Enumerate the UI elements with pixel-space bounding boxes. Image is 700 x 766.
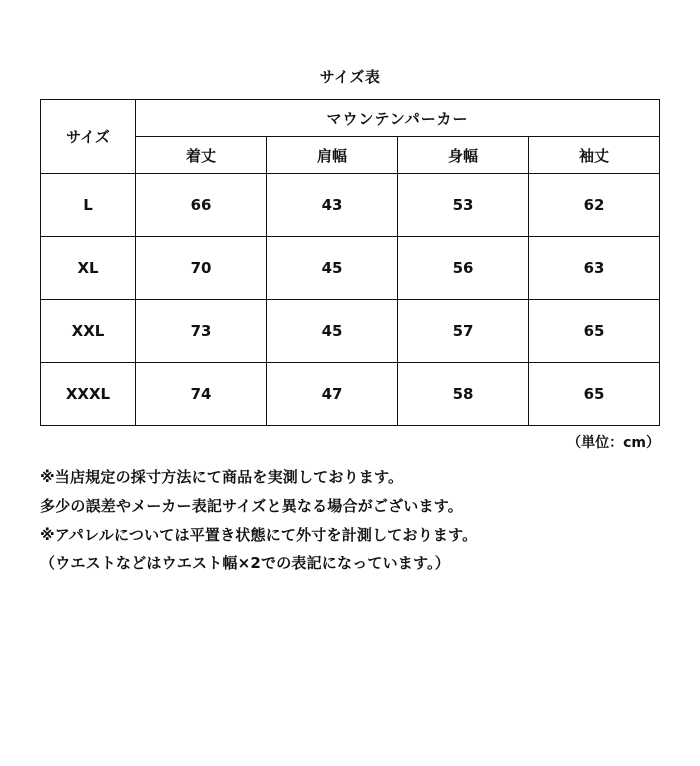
row-size-label: XXXL xyxy=(41,363,136,426)
size-chart-page xyxy=(0,66,700,766)
row-size-label: L xyxy=(41,174,136,237)
table-row xyxy=(41,237,660,300)
size-table xyxy=(40,99,660,426)
header-size-label: サイズ xyxy=(41,100,136,174)
note-line: ※当店規定の採寸方法にて商品を実測しております。 xyxy=(40,468,404,486)
row-cell-value: 66 xyxy=(136,174,267,237)
row-cell-value: 56 xyxy=(398,237,529,300)
header-col-2: 身幅 xyxy=(398,137,529,174)
row-cell-value: 65 xyxy=(529,300,660,363)
row-cell-value: 45 xyxy=(267,237,398,300)
row-cell-value: 74 xyxy=(136,363,267,426)
notes-block xyxy=(40,468,660,573)
row-cell-value: 45 xyxy=(267,300,398,363)
row-cell-value: 70 xyxy=(136,237,267,300)
row-cell-value: 53 xyxy=(398,174,529,237)
row-cell-value: 65 xyxy=(529,363,660,426)
row-cell-value: 62 xyxy=(529,174,660,237)
table-row xyxy=(41,363,660,426)
row-cell-value: 73 xyxy=(136,300,267,363)
header-product-group: マウンテンパーカー xyxy=(136,100,660,137)
note-line: 多少の誤差やメーカー表記サイズと異なる場合がございます。 xyxy=(40,496,463,515)
note-line: ※アパレルについては平置き状態にて外寸を計測しております。 xyxy=(40,525,478,544)
row-cell-value: 63 xyxy=(529,237,660,300)
header-col-0: 着丈 xyxy=(136,137,267,174)
row-cell-value: 57 xyxy=(398,300,529,363)
row-cell-value: 47 xyxy=(267,363,398,426)
page-title: サイズ表 xyxy=(319,68,381,86)
header-col-1: 肩幅 xyxy=(267,137,398,174)
row-size-label: XL xyxy=(41,237,136,300)
row-cell-value: 58 xyxy=(398,363,529,426)
row-size-label: XXL xyxy=(41,300,136,363)
row-cell-value: 43 xyxy=(267,174,398,237)
table-row xyxy=(41,300,660,363)
unit-note: （単位：cm） xyxy=(567,435,660,451)
note-line: （ウエストなどはウエスト幅×2での表記になっています。） xyxy=(40,554,450,573)
table-row xyxy=(41,174,660,237)
header-col-3: 袖丈 xyxy=(529,137,660,174)
table-header-row-group xyxy=(41,100,660,137)
